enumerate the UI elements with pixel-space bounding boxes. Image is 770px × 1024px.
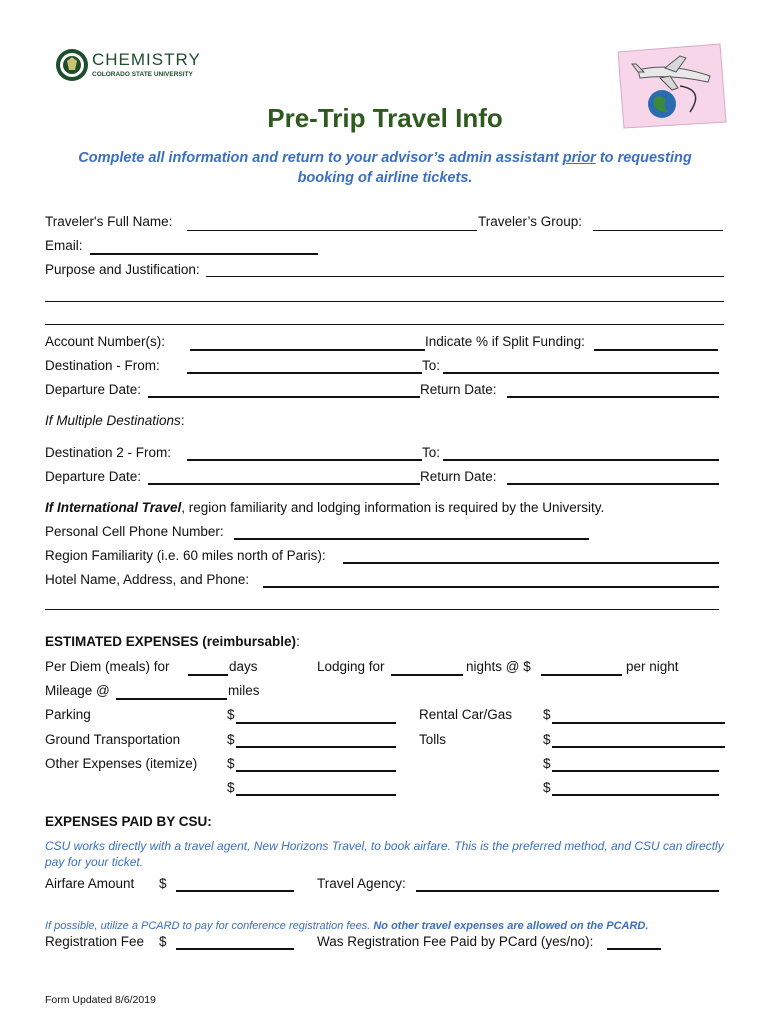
region-label: Region Familiarity (i.e. 60 miles north of Paris): (45, 548, 326, 563)
return2-label: Return Date: (420, 469, 497, 484)
international-note (45, 500, 604, 515)
dest-from-field[interactable] (187, 372, 422, 374)
instructions-part-a: Complete all information and return to your advisor’s admin assistant (78, 150, 563, 166)
ground-field[interactable] (236, 746, 396, 748)
miles-label: miles (228, 683, 260, 698)
other-field-2[interactable] (552, 770, 719, 772)
parking-label: Parking (45, 707, 91, 722)
other-field-1[interactable] (236, 770, 396, 772)
to-field[interactable] (443, 372, 719, 374)
email-field[interactable] (90, 253, 318, 255)
departure2-field[interactable] (148, 483, 420, 485)
csu-seal-icon (55, 48, 89, 82)
instructions-prior: prior (562, 150, 596, 166)
return-field[interactable] (507, 396, 719, 398)
departure2-label: Departure Date: (45, 469, 142, 484)
other-field-3[interactable] (236, 794, 396, 796)
airfare-label: Airfare Amount (45, 876, 135, 891)
other-dollar-2: $ (543, 756, 551, 771)
rental-label: Rental Car/Gas (419, 707, 513, 722)
pcard-note-text: If possible, utilize a PCARD to pay for conference registration fees. (45, 920, 371, 932)
full-name-label: Traveler's Full Name: (45, 214, 173, 229)
ground-dollar: $ (227, 732, 235, 747)
csu-expenses-heading: EXPENSES PAID BY CSU: (45, 814, 212, 829)
tolls-field[interactable] (552, 746, 725, 748)
form-updated-footer: Form Updated 8/6/2019 (45, 994, 156, 1006)
dest2-from-field[interactable] (187, 459, 422, 461)
split-field[interactable] (594, 349, 718, 351)
page-title: Pre-Trip Travel Info (267, 103, 503, 133)
international-rest: , region familiarity and lodging information is required by the University. (181, 500, 605, 515)
per-diem-label: Per Diem (meals) for (45, 659, 170, 674)
estimated-expenses-colon: : (296, 634, 300, 649)
purpose-field-1[interactable] (206, 276, 724, 277)
parking-field[interactable] (236, 722, 396, 724)
parking-dollar: $ (227, 707, 235, 722)
full-name-field[interactable] (187, 230, 477, 231)
per-night-label: per night (626, 659, 679, 674)
purpose-field-3[interactable] (45, 324, 724, 325)
logo-university: COLORADO STATE UNIVERSITY (92, 71, 193, 78)
nights-label: nights @ $ (466, 659, 531, 674)
multi-dest-label (45, 413, 185, 428)
group-label: Traveler’s Group: (478, 214, 583, 229)
to2-label: To: (422, 445, 441, 460)
other-dollar-4: $ (543, 780, 551, 795)
to-label: To: (422, 358, 441, 373)
hotel-field-1[interactable] (263, 586, 719, 588)
csu-note: CSU works directly with a travel agent, New Horizons Travel, to book airfare. This is the preferred method, and CSU can directly pay for your ticket. (45, 839, 724, 869)
per-diem-field[interactable] (188, 674, 228, 676)
reg-fee-label: Registration Fee (45, 934, 145, 949)
email-label: Email: (45, 238, 83, 253)
rental-field[interactable] (552, 722, 725, 724)
multi-dest-italic: If Multiple Destinations (45, 413, 181, 428)
agency-label: Travel Agency: (317, 876, 406, 891)
group-field[interactable] (593, 230, 723, 231)
tolls-label: Tolls (419, 732, 447, 747)
lodging-rate-field[interactable] (541, 674, 622, 676)
departure-label: Departure Date: (45, 382, 142, 397)
multi-dest-colon: : (180, 413, 185, 428)
return-label: Return Date: (420, 382, 497, 397)
account-field[interactable] (190, 349, 425, 351)
other-dollar-3: $ (227, 780, 235, 795)
pcard-note-bold: No other travel expenses are allowed on the PCARD. (373, 920, 649, 932)
region-field[interactable] (343, 562, 719, 564)
account-label: Account Number(s): (45, 334, 166, 349)
split-label: Indicate % if Split Funding: (425, 334, 585, 349)
hotel-field-2[interactable] (45, 609, 719, 610)
days-label: days (229, 659, 258, 674)
rental-dollar: $ (543, 707, 551, 722)
ground-label: Ground Transportation (45, 732, 181, 747)
other-field-4[interactable] (552, 794, 719, 796)
return2-field[interactable] (507, 483, 719, 485)
logo-name: CHEMISTRY (92, 50, 201, 69)
instructions (60, 148, 710, 188)
instructions-part-c: to requesting booking of airline tickets. (297, 150, 692, 186)
mileage-label: Mileage @ (45, 683, 110, 698)
reg-paid-label: Was Registration Fee Paid by PCard (yes/no): (317, 934, 594, 949)
dest-from-label: Destination - From: (45, 358, 160, 373)
to2-field[interactable] (443, 459, 719, 461)
hotel-label: Hotel Name, Address, and Phone: (45, 572, 250, 587)
tolls-dollar: $ (543, 732, 551, 747)
dest2-from-label: Destination 2 - From: (45, 445, 172, 460)
purpose-field-2[interactable] (45, 301, 724, 302)
reg-fee-dollar: $ (159, 934, 167, 949)
reg-fee-field[interactable] (176, 948, 294, 950)
pcard-note (45, 920, 648, 932)
phone-label: Personal Cell Phone Number: (45, 524, 224, 539)
purpose-label: Purpose and Justification: (45, 262, 200, 277)
other-dollar-1: $ (227, 756, 235, 771)
lodging-nights-field[interactable] (391, 674, 463, 676)
airfare-dollar: $ (159, 876, 167, 891)
mileage-field[interactable] (116, 698, 227, 700)
reg-paid-field[interactable] (607, 948, 661, 950)
csu-logo (55, 48, 89, 85)
agency-field[interactable] (416, 890, 719, 892)
estimated-expenses-title: ESTIMATED EXPENSES (reimbursable) (45, 634, 297, 649)
other-label: Other Expenses (itemize) (45, 756, 198, 771)
airfare-field[interactable] (176, 890, 294, 892)
phone-field[interactable] (234, 538, 589, 540)
international-lead: If International Travel (45, 500, 182, 515)
lodging-label: Lodging for (317, 659, 385, 674)
estimated-expenses-heading (45, 634, 300, 649)
departure-field[interactable] (148, 396, 420, 398)
